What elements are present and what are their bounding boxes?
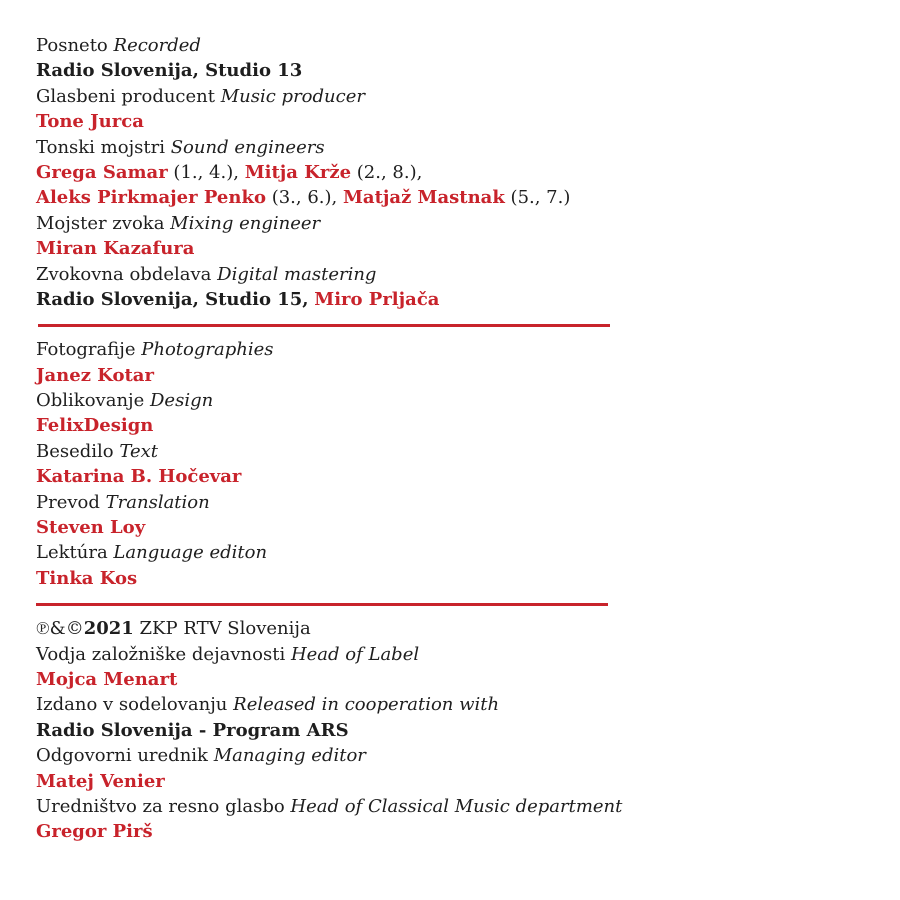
cooperation-value: Radio Slovenija - Program ARS <box>36 719 349 741</box>
engineer-tracks: (3., 6.), <box>271 187 338 209</box>
label-en: Text <box>119 440 159 462</box>
label-en: Music producer <box>220 85 365 107</box>
text-label <box>36 439 836 464</box>
label-sl: Tonski mojstri <box>36 136 165 158</box>
sound-engineers-row-2 <box>36 185 836 210</box>
mastering-person: Miro Prljača <box>314 288 440 310</box>
translation-value: Steven Loy <box>36 517 146 539</box>
classical-dept-value: Gregor Pirš <box>36 821 153 843</box>
label-sl: Mojster zvoka <box>36 212 165 234</box>
engineer-name: Matjaž Mastnak <box>342 187 505 209</box>
producer-value: Tone Jurca <box>36 111 144 133</box>
recorded-value: Radio Slovenija, Studio 13 <box>36 60 303 82</box>
label-en: Design <box>150 390 214 412</box>
label-sl: Odgovorni urednik <box>36 745 208 767</box>
label-sl: Zvokovna obdelava <box>36 263 212 285</box>
mastering-value <box>36 287 836 312</box>
photo-label <box>36 337 836 362</box>
label-sl: Oblikovanje <box>36 390 145 412</box>
label-sl: Fotografije <box>36 339 136 361</box>
photo-value: Janez Kotar <box>36 364 154 386</box>
label-en: Mixing engineer <box>170 212 321 234</box>
label-sl: Izdano v sodelovanju <box>36 694 228 716</box>
copyright-symbols: ℗&© <box>36 618 84 640</box>
label-en: Photographies <box>141 339 274 361</box>
producer-label <box>36 84 836 109</box>
engineer-tracks: (2., 8.), <box>356 161 423 183</box>
mastering-studio: Radio Slovenija, Studio 15, <box>36 288 309 310</box>
design-value: FelixDesign <box>36 415 154 437</box>
managing-editor-value: Matej Venier <box>36 770 165 792</box>
label-sl: Posneto <box>36 35 108 56</box>
managing-editor-label <box>36 743 836 768</box>
sound-engineers-row-1 <box>36 160 836 185</box>
label-en: Digital mastering <box>217 263 377 285</box>
label-sl: Uredništvo za resno glasbo <box>36 795 285 817</box>
engineer-tracks: (5., 7.) <box>510 187 571 209</box>
engineer-name: Mitja Krže <box>244 161 352 183</box>
copyright-holder: ZKP RTV Slovenija <box>139 618 311 640</box>
mastering-label <box>36 262 836 287</box>
label-sl: Prevod <box>36 491 100 513</box>
section-divider <box>38 324 610 327</box>
recorded-label <box>36 33 836 58</box>
credits-block <box>36 33 836 845</box>
design-label <box>36 388 836 413</box>
copyright-line <box>36 616 836 641</box>
label-en: Translation <box>105 491 210 513</box>
label-en: Sound engineers <box>170 136 325 158</box>
cooperation-label <box>36 692 836 717</box>
copyright-year: 2021 <box>83 618 134 640</box>
label-en: Head of Classical Music department <box>290 795 623 817</box>
label-en: Released in cooperation with <box>233 694 500 716</box>
engineer-name: Aleks Pirkmajer Penko <box>36 187 266 209</box>
classical-dept-label <box>36 794 836 819</box>
label-en: Recorded <box>113 35 201 56</box>
translation-label <box>36 490 836 515</box>
language-edit-label <box>36 540 836 565</box>
label-sl: Lektúra <box>36 542 108 564</box>
label-en: Head of Label <box>290 643 420 665</box>
mixing-label <box>36 211 836 236</box>
language-edit-value: Tinka Kos <box>36 567 138 589</box>
label-sl: Besedilo <box>36 440 114 462</box>
label-sl: Glasbeni producent <box>36 85 215 107</box>
head-of-label-value: Mojca Menart <box>36 668 178 690</box>
mixing-value: Miran Kazafura <box>36 238 195 260</box>
engineer-tracks: (1., 4.), <box>173 161 239 183</box>
engineer-name: Grega Samar <box>36 161 168 183</box>
section-divider <box>36 603 608 606</box>
label-en: Language editon <box>113 542 268 564</box>
label-en: Managing editor <box>213 745 366 767</box>
label-sl: Vodja založniške dejavnosti <box>36 643 286 665</box>
text-value: Katarina B. Hočevar <box>36 466 242 488</box>
head-of-label-label <box>36 642 836 667</box>
sound-engineers-label <box>36 135 836 160</box>
